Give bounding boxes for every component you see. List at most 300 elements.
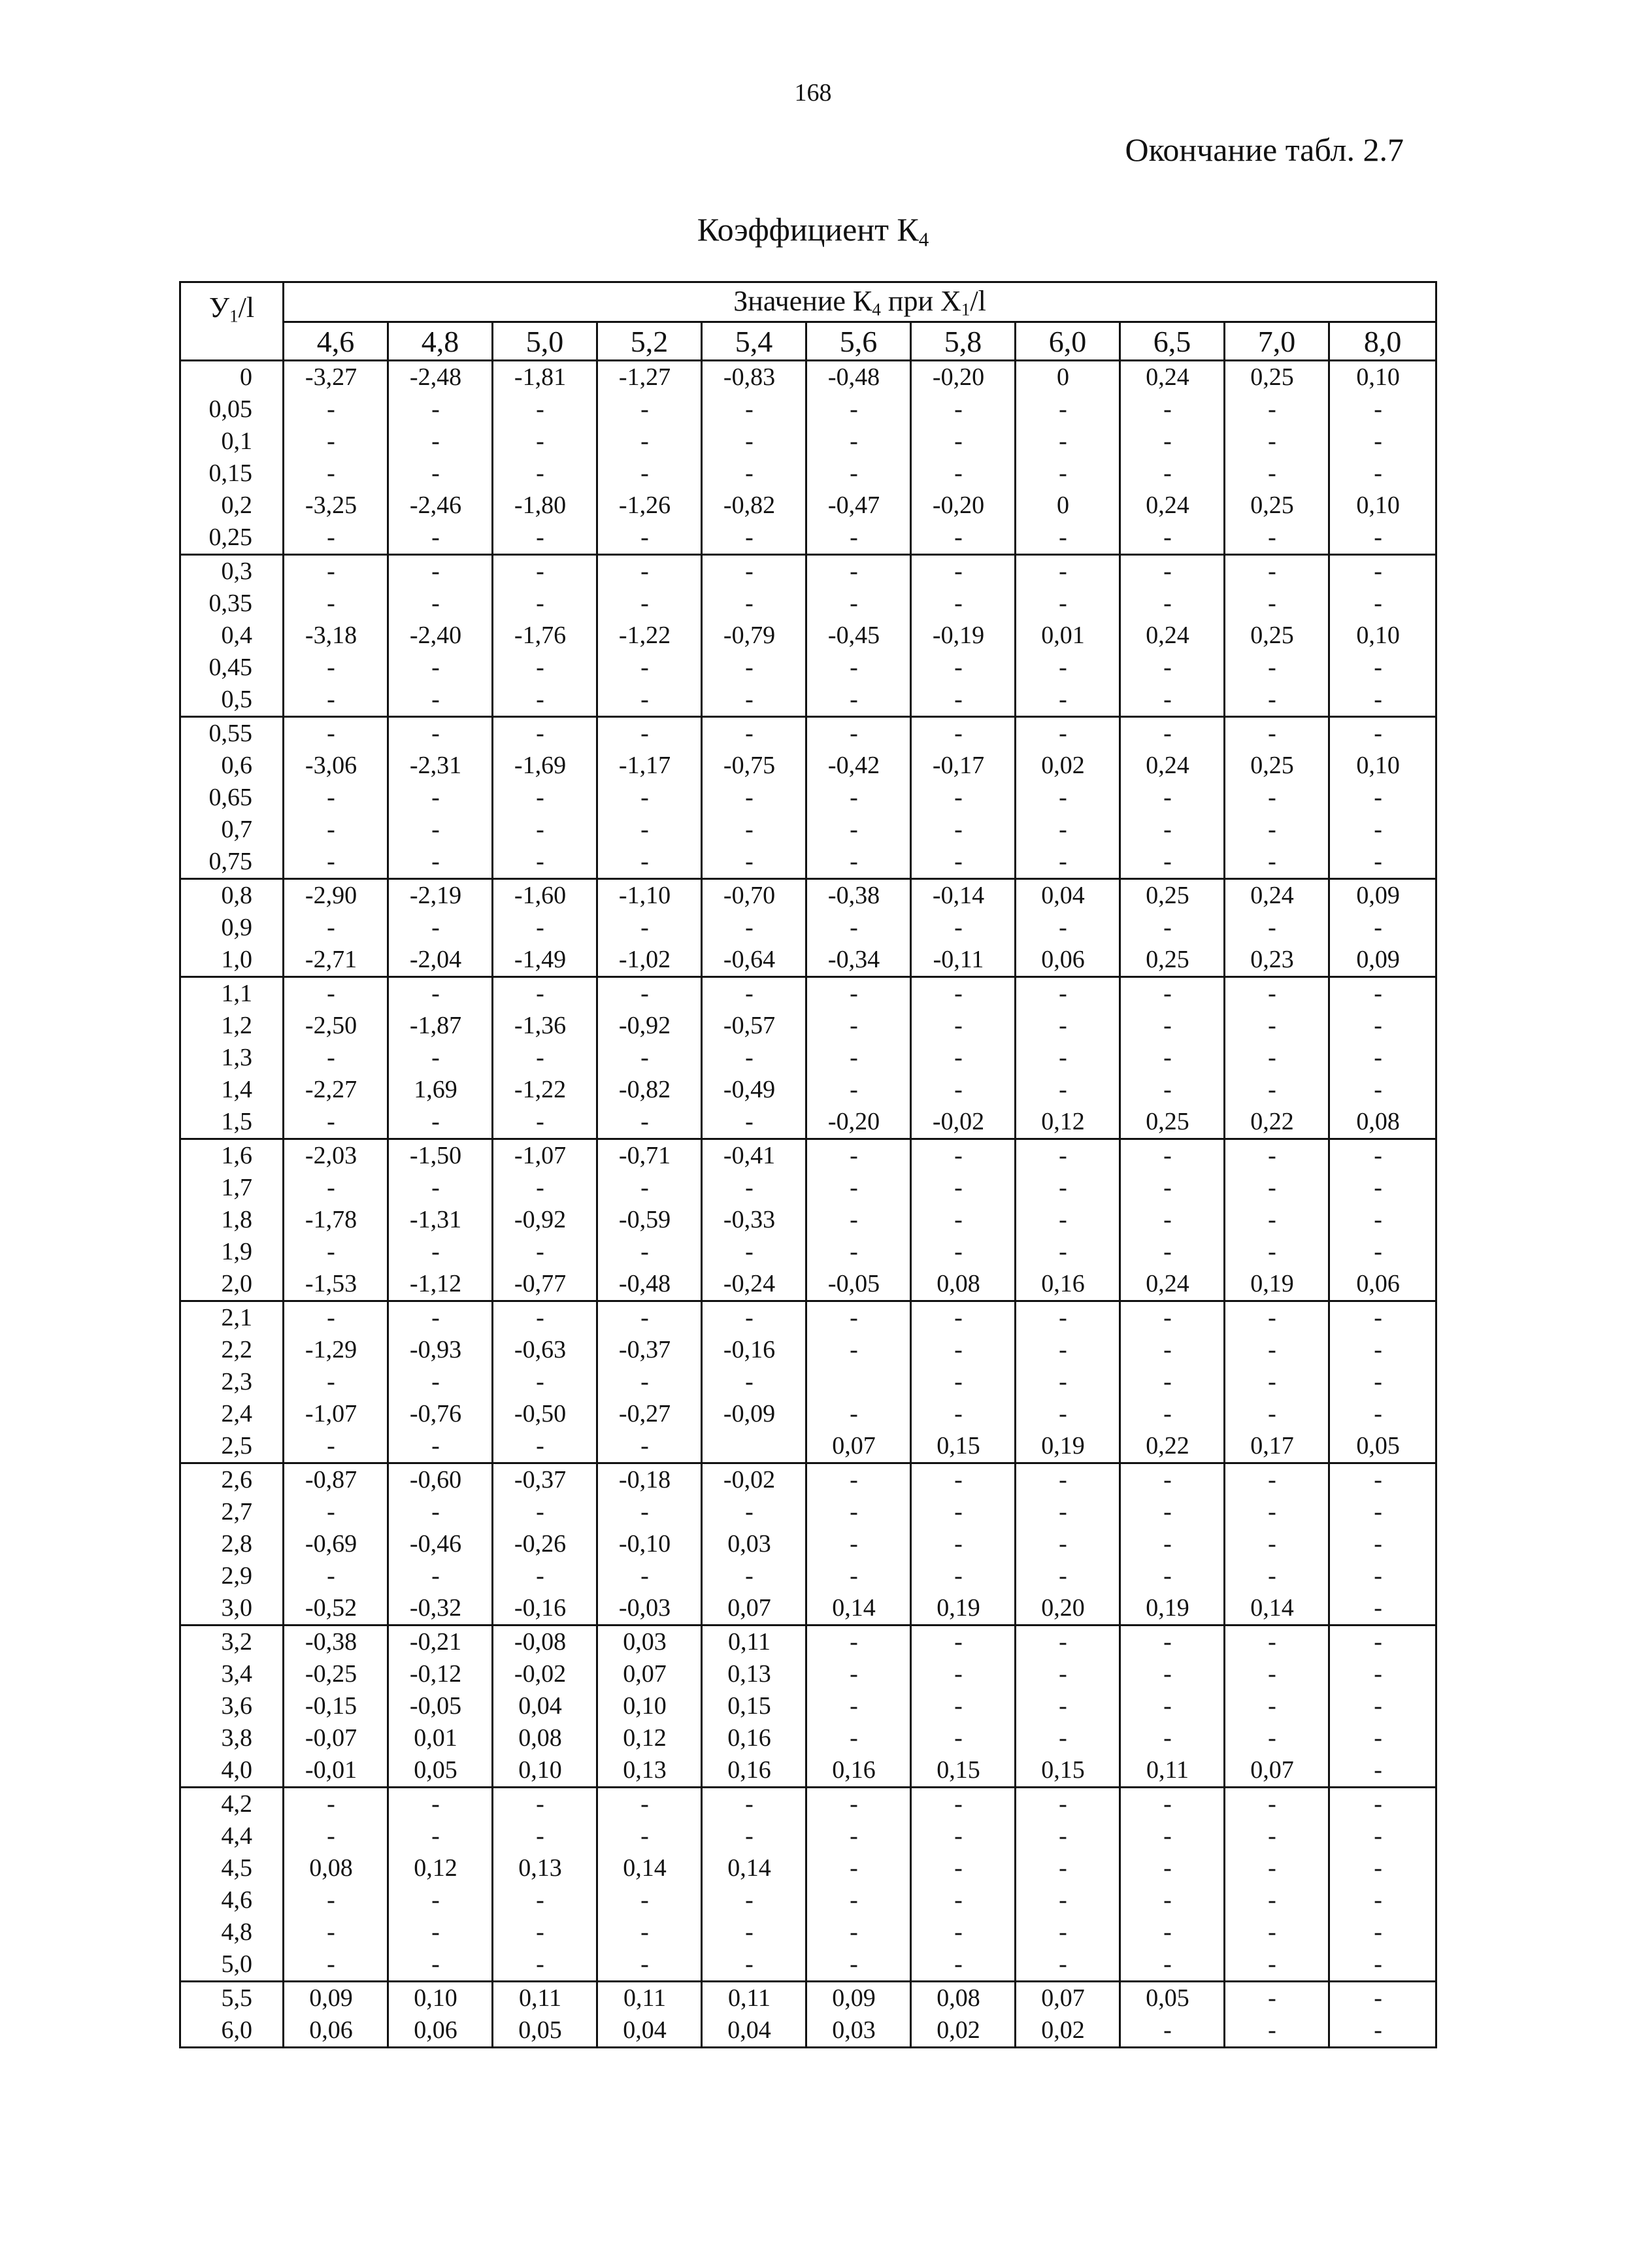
k4-value-cell: 0,08 (493, 1722, 597, 1754)
k4-value-cell: - (284, 814, 388, 846)
k4-value-cell: 0,08 (911, 1268, 1016, 1301)
k4-value-cell: 0,25 (1120, 879, 1225, 912)
k4-value-cell: - (1329, 1820, 1436, 1852)
table-row (180, 1236, 1436, 1268)
k4-value-cell: - (1329, 1788, 1436, 1821)
table-row (180, 588, 1436, 620)
k4-value-cell: -0,34 (806, 944, 911, 977)
k4-value-cell: - (702, 1496, 806, 1528)
y-value-cell: 0,3 (180, 555, 284, 588)
k4-value-cell: - (1120, 522, 1225, 555)
k4-value-cell: - (911, 1916, 1016, 1948)
k4-value-cell: - (1120, 1042, 1225, 1074)
y-value-cell: 1,1 (180, 977, 284, 1010)
k4-value-cell: 0,03 (806, 2014, 911, 2048)
k4-value-cell: - (1120, 1398, 1225, 1430)
k4-value-cell: - (284, 1496, 388, 1528)
x-value-header: 5,4 (702, 322, 806, 361)
k4-value-cell: -0,24 (702, 1268, 806, 1301)
k4-value-cell: -0,14 (911, 879, 1016, 912)
k4-value-cell: - (1329, 814, 1436, 846)
k4-value-cell: -1,60 (493, 879, 597, 912)
k4-value-cell: -0,19 (911, 620, 1016, 652)
k4-value-cell: - (388, 1948, 493, 1982)
k4-value-cell: - (1329, 977, 1436, 1010)
k4-value-cell: 0,15 (1016, 1754, 1120, 1788)
k4-value-cell: -0,82 (702, 490, 806, 522)
k4-value-cell: 0,14 (702, 1852, 806, 1884)
k4-value-cell: - (1329, 912, 1436, 944)
k4-value-cell: - (911, 522, 1016, 555)
k4-value-cell: - (1120, 393, 1225, 425)
k4-value-cell: - (911, 1690, 1016, 1722)
k4-value-cell: - (1016, 1334, 1120, 1366)
k4-value-cell: - (1225, 1528, 1329, 1560)
y-header-text: У (208, 292, 230, 324)
x-group-header (284, 282, 1436, 322)
k4-value-cell: 0,06 (284, 2014, 388, 2048)
k4-value-cell: 0,10 (1329, 750, 1436, 782)
k4-value-cell: 0,19 (911, 1592, 1016, 1626)
k4-value-cell: - (284, 1948, 388, 1982)
y-value-cell: 2,0 (180, 1268, 284, 1301)
k4-value-cell: 0,24 (1120, 1268, 1225, 1301)
k4-value-cell: 0,07 (1016, 1982, 1120, 2015)
k4-value-cell: -0,02 (702, 1463, 806, 1497)
k4-value-cell: - (493, 1948, 597, 1982)
k4-value-cell: - (1225, 782, 1329, 814)
k4-value-cell: - (388, 846, 493, 879)
k4-value-cell: -2,71 (284, 944, 388, 977)
x-value-header: 4,6 (284, 322, 388, 361)
k4-value-cell: 0,14 (1225, 1592, 1329, 1626)
k4-value-cell: - (806, 1042, 911, 1074)
k4-value-cell: - (1016, 1560, 1120, 1592)
k4-value-cell (806, 1366, 911, 1398)
k4-value-cell: - (911, 1301, 1016, 1335)
k4-value-cell: 0,09 (1329, 944, 1436, 977)
table-row (180, 522, 1436, 555)
k4-value-cell: - (806, 1236, 911, 1268)
k4-value-cell: -0,33 (702, 1204, 806, 1236)
y-value-cell: 1,2 (180, 1010, 284, 1042)
table-row (180, 1948, 1436, 1982)
k4-value-cell: 0,25 (1225, 750, 1329, 782)
y-value-cell: 2,4 (180, 1398, 284, 1430)
k4-value-cell: - (1016, 1690, 1120, 1722)
k4-value-cell: - (1016, 555, 1120, 588)
k4-value-cell: - (597, 588, 702, 620)
x-value-header: 5,8 (911, 322, 1016, 361)
k4-value-cell: - (1225, 1690, 1329, 1722)
k4-value-cell: - (388, 652, 493, 684)
k4-value-cell: -1,02 (597, 944, 702, 977)
y-value-cell: 3,2 (180, 1626, 284, 1659)
k4-value-cell: 0,19 (1225, 1268, 1329, 1301)
k4-value-cell: - (1016, 522, 1120, 555)
k4-value-cell: 0,02 (1016, 2014, 1120, 2048)
k4-value-cell: -0,41 (702, 1139, 806, 1173)
k4-value-cell: - (388, 1916, 493, 1948)
table-row (180, 782, 1436, 814)
k4-value-cell: 0,15 (911, 1754, 1016, 1788)
k4-value-cell: - (1016, 912, 1120, 944)
k4-value-cell: - (1016, 977, 1120, 1010)
k4-value-cell: - (284, 588, 388, 620)
k4-value-cell: - (1120, 2014, 1225, 2048)
y-value-cell: 3,4 (180, 1658, 284, 1690)
k4-value-cell: - (806, 814, 911, 846)
k4-value-cell: - (1120, 555, 1225, 588)
k4-value-cell: - (702, 977, 806, 1010)
page-number: 168 (794, 79, 832, 107)
k4-value-cell: - (493, 1430, 597, 1463)
group-header-mid: при Х (880, 284, 961, 317)
y-value-cell: 1,4 (180, 1074, 284, 1106)
k4-value-cell: - (1329, 1982, 1436, 2015)
k4-value-cell: 0,02 (1016, 750, 1120, 782)
k4-value-cell: - (597, 814, 702, 846)
y-value-cell: 6,0 (180, 2014, 284, 2048)
k4-value-cell: - (1225, 522, 1329, 555)
k4-value-cell: -0,42 (806, 750, 911, 782)
k4-value-cell: - (284, 1884, 388, 1916)
k4-value-cell: 0,04 (1016, 879, 1120, 912)
k4-value-cell: -2,04 (388, 944, 493, 977)
k4-value-cell: - (806, 1852, 911, 1884)
y-value-cell: 4,4 (180, 1820, 284, 1852)
y-value-cell: 0 (180, 361, 284, 394)
y-value-cell: 0,35 (180, 588, 284, 620)
k4-value-cell: - (284, 425, 388, 458)
k4-value-cell: - (806, 555, 911, 588)
k4-value-cell: - (284, 1301, 388, 1335)
k4-value-cell: - (1225, 977, 1329, 1010)
k4-value-cell: - (388, 555, 493, 588)
k4-value-cell: -1,22 (493, 1074, 597, 1106)
k4-value-cell: -0,83 (702, 361, 806, 394)
k4-value-cell: - (597, 458, 702, 490)
k4-value-cell: - (1329, 1010, 1436, 1042)
y-value-cell: 5,0 (180, 1948, 284, 1982)
k4-value-cell: - (284, 393, 388, 425)
k4-value-cell: - (1120, 652, 1225, 684)
k4-value-cell: - (388, 1366, 493, 1398)
k4-value-cell: - (806, 458, 911, 490)
group-header-subscript: 4 (872, 299, 881, 320)
k4-value-cell: - (1225, 588, 1329, 620)
k4-value-cell: - (1016, 652, 1120, 684)
x-value-header: 5,6 (806, 322, 911, 361)
k4-value-cell: 0,23 (1225, 944, 1329, 977)
table-row (180, 2014, 1436, 2048)
k4-value-cell: - (388, 814, 493, 846)
k4-value-cell: 0,22 (1225, 1106, 1329, 1139)
k4-value-cell: -0,46 (388, 1528, 493, 1560)
k4-value-cell: -0,09 (702, 1398, 806, 1430)
k4-value-cell: - (911, 1139, 1016, 1173)
k4-value-cell: - (284, 717, 388, 750)
k4-value-cell: -0,79 (702, 620, 806, 652)
y-value-cell: 2,5 (180, 1430, 284, 1463)
k4-value-cell: 0,11 (702, 1982, 806, 2015)
k4-value-cell: 0,10 (1329, 361, 1436, 394)
k4-value-cell: - (1329, 1301, 1436, 1335)
k4-value-cell: - (1225, 1236, 1329, 1268)
k4-value-cell: -1,27 (597, 361, 702, 394)
k4-value-cell: - (806, 1010, 911, 1042)
k4-value-cell: - (284, 1106, 388, 1139)
k4-value-cell: - (1329, 393, 1436, 425)
k4-value-cell: - (388, 588, 493, 620)
k4-value-cell: 0 (1016, 361, 1120, 394)
k4-value-cell: - (1225, 425, 1329, 458)
k4-value-cell: 0,04 (702, 2014, 806, 2048)
y-value-cell: 1,6 (180, 1139, 284, 1173)
y-value-cell: 1,5 (180, 1106, 284, 1139)
k4-value-cell: - (1225, 1139, 1329, 1173)
table-caption: Окончание табл. 2.7 (1125, 131, 1404, 168)
k4-value-cell: - (1120, 1852, 1225, 1884)
k4-value-cell: - (493, 1496, 597, 1528)
y-value-cell: 1,7 (180, 1172, 284, 1204)
k4-value-cell: -0,05 (806, 1268, 911, 1301)
y-value-cell: 0,8 (180, 879, 284, 912)
k4-value-cell: - (1329, 1592, 1436, 1626)
k4-value-cell: -0,60 (388, 1463, 493, 1497)
k4-value-cell: 0,22 (1120, 1430, 1225, 1463)
y-value-cell: 0,05 (180, 393, 284, 425)
k4-value-cell: - (1120, 1788, 1225, 1821)
k4-value-cell: - (597, 1106, 702, 1139)
table-row (180, 1074, 1436, 1106)
k4-value-cell: - (1016, 393, 1120, 425)
k4-value-cell: - (1329, 2014, 1436, 2048)
table-row (180, 750, 1436, 782)
k4-value-cell: - (702, 1884, 806, 1916)
k4-value-cell: - (1120, 1010, 1225, 1042)
k4-value-cell: -0,21 (388, 1626, 493, 1659)
k4-value-cell: - (1329, 684, 1436, 717)
k4-value-cell: -0,37 (493, 1463, 597, 1497)
k4-value-cell: -0,05 (388, 1690, 493, 1722)
y-value-cell: 0,45 (180, 652, 284, 684)
k4-value-cell: - (1225, 1852, 1329, 1884)
k4-value-cell: - (1225, 1560, 1329, 1592)
k4-value-cell: - (702, 912, 806, 944)
table-row (180, 1592, 1436, 1626)
k4-value-cell: - (493, 684, 597, 717)
k4-value-cell: - (1120, 1496, 1225, 1528)
k4-value-cell: - (702, 1948, 806, 1982)
k4-value-cell: - (1016, 1463, 1120, 1497)
k4-value-cell: - (1120, 1528, 1225, 1560)
k4-value-cell: - (597, 684, 702, 717)
k4-value-cell: -1,78 (284, 1204, 388, 1236)
k4-value-cell: - (702, 1820, 806, 1852)
k4-value-cell: -1,76 (493, 620, 597, 652)
k4-value-cell: - (388, 1884, 493, 1916)
k4-value-cell: - (493, 1236, 597, 1268)
coefficient-table (179, 281, 1437, 2048)
k4-value-cell: -1,36 (493, 1010, 597, 1042)
table-row (180, 1301, 1436, 1335)
k4-value-cell: - (388, 684, 493, 717)
k4-value-cell: 0,25 (1225, 361, 1329, 394)
k4-value-cell: - (388, 1788, 493, 1821)
k4-value-cell: - (702, 393, 806, 425)
y-column-header (180, 282, 284, 361)
k4-value-cell: - (1016, 1948, 1120, 1982)
k4-value-cell: - (1120, 425, 1225, 458)
k4-value-cell: - (806, 1398, 911, 1430)
k4-value-cell: -0,57 (702, 1010, 806, 1042)
table-row (180, 1463, 1436, 1497)
k4-value-cell: - (1329, 1754, 1436, 1788)
k4-value-cell: - (1016, 1301, 1120, 1335)
k4-value-cell: - (284, 1820, 388, 1852)
k4-value-cell: - (911, 1172, 1016, 1204)
k4-value-cell: - (1120, 1463, 1225, 1497)
k4-value-cell: 0,09 (284, 1982, 388, 2015)
k4-value-cell: 0,20 (1016, 1592, 1120, 1626)
k4-value-cell: - (702, 684, 806, 717)
k4-value-cell: - (911, 1820, 1016, 1852)
y-value-cell: 0,15 (180, 458, 284, 490)
k4-value-cell: -1,69 (493, 750, 597, 782)
k4-value-cell: - (1016, 1820, 1120, 1852)
k4-value-cell: - (1016, 1528, 1120, 1560)
k4-value-cell: - (597, 1172, 702, 1204)
k4-value-cell: - (1329, 555, 1436, 588)
k4-value-cell: - (806, 393, 911, 425)
k4-value-cell: - (388, 977, 493, 1010)
k4-value-cell: -0,16 (702, 1334, 806, 1366)
k4-value-cell: - (911, 1788, 1016, 1821)
k4-value-cell: - (597, 977, 702, 1010)
k4-value-cell: - (1225, 1658, 1329, 1690)
y-value-cell: 0,6 (180, 750, 284, 782)
k4-value-cell: - (493, 1301, 597, 1335)
k4-value-cell: 0,06 (1329, 1268, 1436, 1301)
y-value-cell: 0,7 (180, 814, 284, 846)
k4-value-cell: - (284, 652, 388, 684)
k4-value-cell: - (597, 782, 702, 814)
table-row (180, 1010, 1436, 1042)
k4-value-cell: - (911, 1528, 1016, 1560)
k4-value-cell: -3,06 (284, 750, 388, 782)
k4-value-cell: - (1329, 1398, 1436, 1430)
k4-value-cell: - (1329, 1884, 1436, 1916)
k4-value-cell: - (493, 912, 597, 944)
k4-value-cell: - (911, 782, 1016, 814)
x-value-header: 7,0 (1225, 322, 1329, 361)
k4-value-cell: - (806, 1626, 911, 1659)
k4-value-cell: 0,13 (597, 1754, 702, 1788)
k4-value-cell: - (493, 717, 597, 750)
k4-value-cell: -1,87 (388, 1010, 493, 1042)
k4-value-cell: - (493, 977, 597, 1010)
k4-value-cell: - (1016, 1172, 1120, 1204)
k4-value-cell: 0,25 (1225, 620, 1329, 652)
k4-value-cell: - (493, 1042, 597, 1074)
k4-value-cell: - (1016, 1496, 1120, 1528)
k4-value-cell: 0,24 (1120, 361, 1225, 394)
k4-value-cell: - (1225, 2014, 1329, 2048)
k4-value-cell: - (1016, 588, 1120, 620)
k4-value-cell: - (1016, 1010, 1120, 1042)
y-value-cell: 5,5 (180, 1982, 284, 2015)
table-row (180, 1398, 1436, 1430)
k4-value-cell: - (597, 652, 702, 684)
k4-value-cell: - (1329, 1204, 1436, 1236)
k4-value-cell: -0,48 (597, 1268, 702, 1301)
k4-value-cell: -0,92 (493, 1204, 597, 1236)
k4-value-cell: - (1120, 684, 1225, 717)
k4-value-cell: - (493, 458, 597, 490)
table-title-subscript: 4 (918, 227, 929, 251)
k4-value-cell: 0,25 (1120, 1106, 1225, 1139)
table-row (180, 425, 1436, 458)
k4-value-cell: - (1120, 1626, 1225, 1659)
k4-value-cell: - (702, 1916, 806, 1948)
table-row (180, 1430, 1436, 1463)
k4-value-cell: - (911, 1074, 1016, 1106)
k4-value-cell: - (597, 912, 702, 944)
y-header-subscript: 1 (229, 306, 239, 326)
k4-value-cell: - (1120, 1236, 1225, 1268)
k4-value-cell: - (1225, 814, 1329, 846)
k4-value-cell: - (597, 1916, 702, 1948)
table-title-text: Коэффициент К (697, 211, 919, 248)
k4-value-cell: - (911, 458, 1016, 490)
k4-value-cell: - (597, 555, 702, 588)
k4-value-cell: - (1329, 1042, 1436, 1074)
x-values-header-row (180, 322, 1436, 361)
y-value-cell: 0,2 (180, 490, 284, 522)
k4-value-cell: - (493, 1916, 597, 1948)
k4-value-cell: - (493, 782, 597, 814)
table-row (180, 1884, 1436, 1916)
k4-value-cell: - (702, 425, 806, 458)
k4-value-cell: -0,25 (284, 1658, 388, 1690)
k4-value-cell: - (493, 1560, 597, 1592)
k4-value-cell: - (806, 1884, 911, 1916)
k4-value-cell: -0,02 (493, 1658, 597, 1690)
y-value-cell: 2,6 (180, 1463, 284, 1497)
k4-value-cell: - (1120, 717, 1225, 750)
k4-value-cell: - (1016, 846, 1120, 879)
x-value-header: 5,2 (597, 322, 702, 361)
k4-value-cell: - (1016, 1236, 1120, 1268)
table-row (180, 814, 1436, 846)
k4-value-cell: 0,10 (388, 1982, 493, 2015)
k4-value-cell: - (388, 425, 493, 458)
k4-value-cell: - (493, 1820, 597, 1852)
k4-value-cell: - (911, 912, 1016, 944)
k4-value-cell: - (806, 1334, 911, 1366)
y-value-cell: 1,0 (180, 944, 284, 977)
k4-value-cell: - (1120, 1820, 1225, 1852)
k4-value-cell: - (806, 1139, 911, 1173)
x-value-header: 4,8 (388, 322, 493, 361)
k4-value-cell: -0,64 (702, 944, 806, 977)
k4-value-cell: - (702, 1301, 806, 1335)
y-header-tail: /l (238, 292, 255, 324)
k4-value-cell: - (1225, 1463, 1329, 1497)
k4-value-cell: - (1225, 393, 1329, 425)
k4-value-cell: - (911, 1236, 1016, 1268)
